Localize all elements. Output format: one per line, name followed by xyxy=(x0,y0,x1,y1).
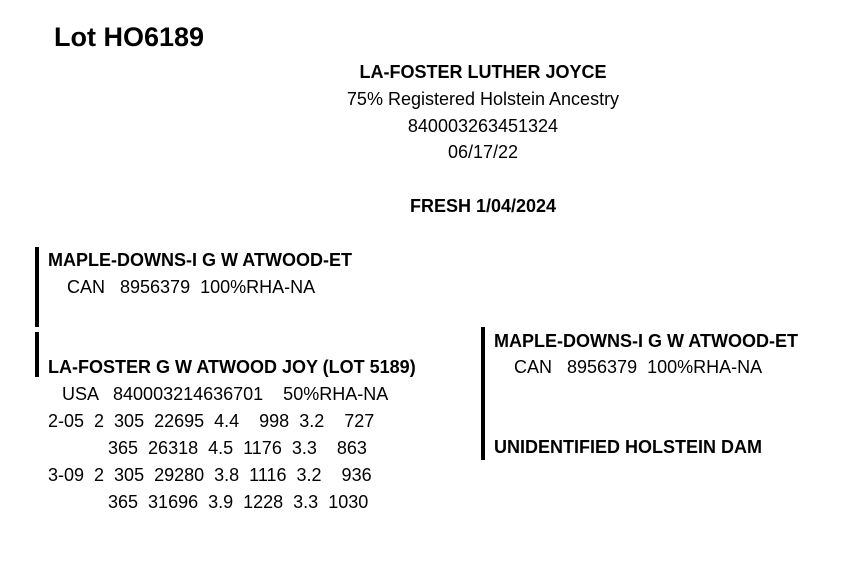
dam-record-row: 365 31696 3.9 1228 3.3 1030 xyxy=(48,492,369,512)
animal-birth-date: 06/17/22 xyxy=(447,142,519,162)
lot-number: Lot HO6189 xyxy=(54,22,205,52)
sire-name: MAPLE-DOWNS-I G W ATWOOD-ET xyxy=(48,250,352,270)
dam-record-row: 3-09 2 305 29280 3.8 1116 3.2 936 xyxy=(48,465,372,485)
dam-bracket-line xyxy=(35,332,39,377)
animal-ancestry: 75% Registered Holstein Ancestry xyxy=(346,89,620,109)
animal-id: 840003263451324 xyxy=(407,116,559,136)
dam-pedigree-bracket-line xyxy=(481,327,485,460)
animal-name: LA-FOSTER LUTHER JOYCE xyxy=(359,62,607,82)
fresh-date: FRESH 1/04/2024 xyxy=(409,196,557,216)
dam-dam-name: UNIDENTIFIED HOLSTEIN DAM xyxy=(494,437,762,457)
dam-sire-registration: CAN 8956379 100%RHA-NA xyxy=(514,357,763,377)
sire-bracket-line xyxy=(35,247,39,327)
dam-record-row: 2-05 2 305 22695 4.4 998 3.2 727 xyxy=(48,411,375,431)
sire-registration: CAN 8956379 100%RHA-NA xyxy=(67,277,316,297)
dam-name: LA-FOSTER G W ATWOOD JOY (LOT 5189) xyxy=(48,357,416,377)
dam-registration: USA 840003214636701 50%RHA-NA xyxy=(62,384,389,404)
dam-sire-name: MAPLE-DOWNS-I G W ATWOOD-ET xyxy=(494,331,798,351)
dam-record-row: 365 26318 4.5 1176 3.3 863 xyxy=(48,438,367,458)
